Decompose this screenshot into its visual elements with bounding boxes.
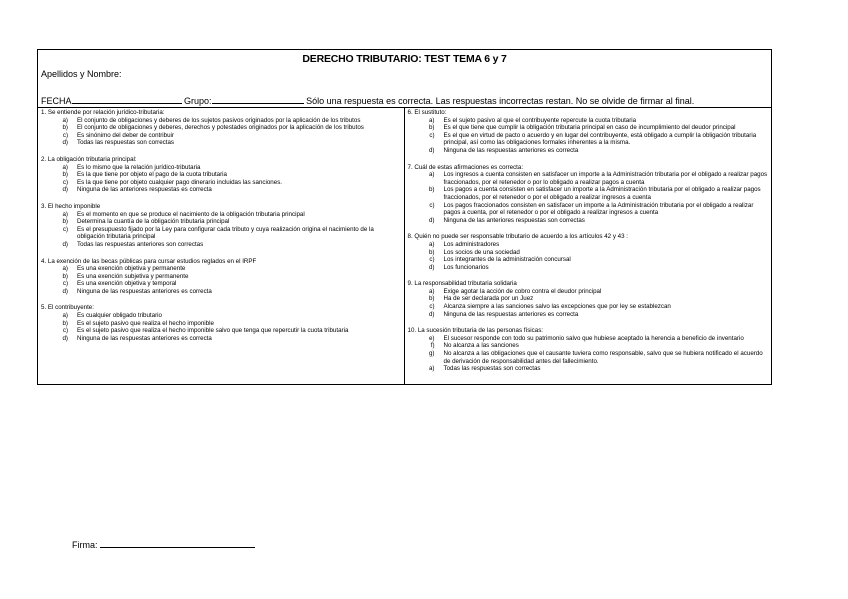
option-letter: b)	[62, 124, 68, 132]
option-text: Ninguna de las respuestas anteriores es correcta	[443, 310, 579, 318]
option-text: Ninguna de las anteriores respuestas son correctas	[443, 216, 585, 224]
question-text: 10. La sucesión tributaria de las personas físicas:	[407, 327, 544, 335]
answer-option[interactable]	[41, 265, 401, 273]
option-letter: b)	[428, 248, 435, 256]
option-text: Es una exención subjetiva y permanente	[77, 272, 189, 280]
exam-header	[38, 50, 771, 108]
option-letter: d)	[428, 310, 435, 318]
option-letter: d)	[62, 287, 68, 295]
option-letter: a)	[428, 287, 435, 295]
option-text: No alcanza a las obligaciones que el causante tuviera como responsable, salvo que se hubiera notificado el acuerdo de derivación de responsabilidad antes del fallecimiento.	[443, 350, 763, 365]
answer-option[interactable]	[41, 164, 401, 172]
left-question-column	[38, 108, 405, 384]
instructions-text: Sólo una respuesta es correcta. Las respuestas incorrectas restan. No se olvide de firmar al final.	[306, 96, 695, 106]
option-letter: c)	[62, 280, 68, 288]
option-text: Exige agotar la acción de cobro contra el deudor principal	[443, 287, 602, 295]
option-letter: a)	[428, 171, 435, 179]
answer-option[interactable]	[41, 288, 401, 296]
option-letter: c)	[62, 178, 68, 186]
answer-option[interactable]	[408, 249, 769, 257]
firma-blank[interactable]	[100, 538, 255, 548]
option-text: Ha de ser declarada por un Juez	[443, 295, 534, 303]
option-letter: a)	[62, 116, 68, 124]
option-letter: d)	[428, 263, 435, 271]
option-text: Ninguna de las respuestas anteriores es correcta	[443, 146, 579, 154]
option-letter: c)	[62, 327, 68, 335]
option-letter: b)	[62, 171, 68, 179]
option-letter: a)	[62, 265, 68, 273]
answer-option[interactable]	[41, 280, 401, 288]
option-text: Todas las respuestas anteriores son correctas	[77, 240, 204, 248]
option-text: Es una exención objetiva y permanente	[77, 265, 186, 273]
option-text: Los pagos fraccionados consisten en satisfacer un importe a la Administración tributaria por el obligado a realizar pagos a cuenta, por el retenedor o por el obligado a realizar ingresos a cuenta	[443, 201, 754, 217]
option-letter: e)	[428, 334, 435, 342]
answer-option[interactable]	[408, 132, 769, 147]
question-block	[408, 233, 769, 271]
answer-option[interactable]	[41, 124, 401, 132]
option-text: Es el presupuesto fijado por la Ley para configurar cada tributo y cuya realización origina el nacimiento de la obligación tributaria principal	[77, 225, 374, 241]
option-text: Es sinónimo del deber de contribuir	[77, 131, 174, 139]
grupo-blank[interactable]	[212, 94, 304, 104]
option-text: Todas las respuestas son correctas	[77, 139, 174, 147]
option-text: Es el momento en que se produce el nacimiento de la obligación tributaria principal	[77, 210, 305, 218]
answer-option[interactable]	[41, 335, 401, 343]
question-block	[408, 327, 769, 373]
question-block	[408, 280, 769, 318]
option-text: Los administradores	[443, 240, 500, 248]
answer-option[interactable]	[408, 264, 769, 272]
firma-row	[72, 538, 255, 550]
option-letter: c)	[429, 131, 435, 139]
option-letter: c)	[62, 131, 68, 139]
option-text: Todas las respuestas son correctas	[443, 365, 541, 373]
answer-option[interactable]	[41, 171, 401, 179]
option-letter: c)	[62, 225, 68, 233]
option-letter: c)	[429, 256, 435, 264]
answer-option[interactable]	[408, 350, 769, 365]
exam-title: DERECHO TRIBUTARIO: TEST TEMA 6 y 7	[302, 53, 507, 65]
question-text: 1. Se entiende por relación jurídico-tributaria:	[41, 109, 165, 116]
question-text: 5. El contribuyente:	[41, 304, 94, 312]
answer-option[interactable]	[408, 217, 769, 225]
question-text: 9. La responsabilidad tributaria solidaria	[407, 280, 517, 288]
option-letter: a)	[62, 163, 68, 171]
option-letter: a)	[62, 210, 68, 218]
option-letter: b)	[62, 319, 68, 327]
option-letter: d)	[62, 240, 68, 248]
question-block	[41, 156, 401, 194]
answer-option[interactable]	[41, 312, 401, 320]
option-text: El sucesor responde con todo su patrimonio salvo que hubiese aceptado la herencia a beneficio de inventario	[443, 334, 744, 342]
option-text: Determina la cuantía de la obligación tributaria principal	[77, 218, 230, 226]
answer-option[interactable]	[41, 327, 401, 335]
option-text: Es el que en virtud de pacto o acuerdo y en lugar del contribuyente, está obligado a cumplir la obligación tributaria principal, así como las obligaciones formales inherentes a la misma.	[443, 131, 757, 147]
right-question-column	[405, 108, 772, 384]
option-letter: a)	[428, 116, 435, 124]
option-text: Es cualquier obligado tributario	[77, 312, 162, 320]
option-letter: d)	[428, 216, 435, 224]
option-text: Es el sujeto pasivo al que el contribuyente repercute la cuota tributaria	[443, 116, 637, 124]
option-text: Los socios de una sociedad	[443, 248, 520, 256]
answer-option[interactable]	[408, 256, 769, 264]
option-letter: c)	[429, 201, 435, 209]
question-block	[41, 258, 401, 296]
name-field[interactable]	[41, 69, 122, 79]
option-text: Los funcionarios	[443, 263, 489, 271]
option-text: Ninguna de las anteriores respuestas es correcta	[77, 186, 212, 194]
answer-option[interactable]	[408, 311, 769, 319]
question-block	[408, 164, 769, 225]
answer-option[interactable]	[408, 288, 769, 296]
option-text: El conjunto de obligaciones y deberes, derechos y potestades originados por la aplicación de los tributos	[77, 124, 364, 132]
question-text: 4. La exención de las becas públicas para cursar estudios reglados en el IRPF	[41, 257, 257, 265]
option-text: Es el que tiene que cumplir la obligación tributaria principal en caso de incumplimiento del deudor principal	[443, 124, 736, 132]
option-letter: a)	[428, 365, 435, 373]
option-letter: b)	[62, 218, 68, 226]
answer-option[interactable]	[408, 171, 769, 186]
option-letter: g)	[428, 350, 435, 358]
option-letter: d)	[62, 139, 68, 147]
grupo-label: Grupo:	[184, 96, 212, 106]
option-letter: b)	[428, 186, 435, 194]
answer-option[interactable]	[408, 365, 769, 373]
option-letter: b)	[62, 272, 68, 280]
answer-option[interactable]	[41, 139, 401, 147]
answer-option[interactable]	[41, 211, 401, 219]
option-letter: a)	[428, 240, 435, 248]
fecha-row	[41, 94, 768, 106]
answer-option[interactable]	[408, 202, 769, 217]
answer-option[interactable]	[408, 241, 769, 249]
option-text: Es la que tiene por objeto el pago de la cuota tributaria	[77, 171, 227, 179]
answer-option[interactable]	[408, 124, 769, 132]
option-text: Ninguna de las respuestas anteriores es correcta	[77, 287, 212, 295]
option-letter: a)	[62, 312, 68, 320]
option-text: Es el sujeto pasivo que realiza el hecho imponible salvo que tenga que repercutir la cuota tributaria	[77, 327, 349, 335]
question-text: 8. Quién no puede ser responsable tributario de acuerdo a los artículos 42 y 43 :	[407, 233, 628, 241]
fecha-blank[interactable]	[72, 94, 182, 104]
option-text: Alcanza siempre a las sanciones salvo las excepciones que por ley se establezcan	[443, 303, 671, 311]
answer-option[interactable]	[41, 179, 401, 187]
option-text: Es una exención objetiva y temporal	[77, 280, 177, 288]
option-letter: c)	[429, 303, 435, 311]
option-text: Ninguna de las respuestas anteriores es correcta	[77, 334, 212, 342]
answer-option[interactable]	[41, 241, 401, 249]
option-letter: d)	[62, 334, 68, 342]
option-letter: d)	[428, 146, 435, 154]
answer-option[interactable]	[408, 117, 769, 125]
questions-area	[38, 108, 771, 384]
answer-option[interactable]	[41, 186, 401, 194]
firma-label: Firma:	[72, 540, 98, 550]
option-text: Los ingresos a cuenta consisten en satisfacer un importe a la Administración tributaria por el obligado a realizar pagos fraccionados, por el retenedor o por lo obligado a realizar pagos a cuenta	[443, 171, 768, 186]
exam-sheet	[37, 49, 772, 385]
option-text: Es lo mismo que la relación jurídico-tributaria	[77, 163, 201, 171]
answer-option[interactable]	[408, 303, 769, 311]
question-text: 2. La obligación tributaria principal:	[41, 155, 137, 163]
answer-option[interactable]	[41, 273, 401, 281]
fecha-label: FECHA	[41, 96, 72, 106]
answer-option[interactable]	[41, 117, 401, 125]
option-text: Los integrantes de la administración concursal	[443, 256, 571, 264]
answer-option[interactable]	[41, 320, 401, 328]
question-text: 7. Cuál de estas afirmaciones es correcta:	[407, 163, 524, 171]
answer-option[interactable]	[41, 226, 401, 241]
question-block	[41, 109, 401, 147]
question-block	[41, 304, 401, 342]
answer-option[interactable]	[408, 295, 769, 303]
option-letter: b)	[428, 124, 435, 132]
answer-option[interactable]	[408, 147, 769, 155]
question-text: 6. El sustituto:	[407, 109, 447, 116]
option-text: El conjunto de obligaciones y deberes de los sujetos pasivos originados por la aplicación de los tributos	[77, 116, 361, 124]
option-text: No alcanza a las sanciones	[443, 342, 519, 350]
option-text: Es el sujeto pasivo que realiza el hecho imponible	[77, 319, 214, 327]
name-label: Apellidos y Nombre:	[41, 69, 122, 79]
answer-option[interactable]	[408, 186, 769, 201]
option-letter: f)	[430, 342, 435, 350]
answer-option[interactable]	[408, 342, 769, 350]
answer-option[interactable]	[408, 335, 769, 343]
answer-option[interactable]	[41, 218, 401, 226]
question-text: 3. El hecho imponible	[41, 202, 101, 210]
option-letter: b)	[428, 295, 435, 303]
answer-option[interactable]	[41, 132, 401, 140]
question-block	[41, 203, 401, 249]
option-text: Es la que tiene por objeto cualquier pago dinerario incluidas las sanciones.	[77, 178, 283, 186]
option-text: Los pagos a cuenta consisten en satisfacer un importe a la Administración tributaria por el obligado a realizar pagos fraccionados, por el retenedor o por el obligado a realizar ingresos a cuenta	[443, 186, 761, 201]
question-block	[408, 109, 769, 155]
option-letter: d)	[62, 186, 68, 194]
